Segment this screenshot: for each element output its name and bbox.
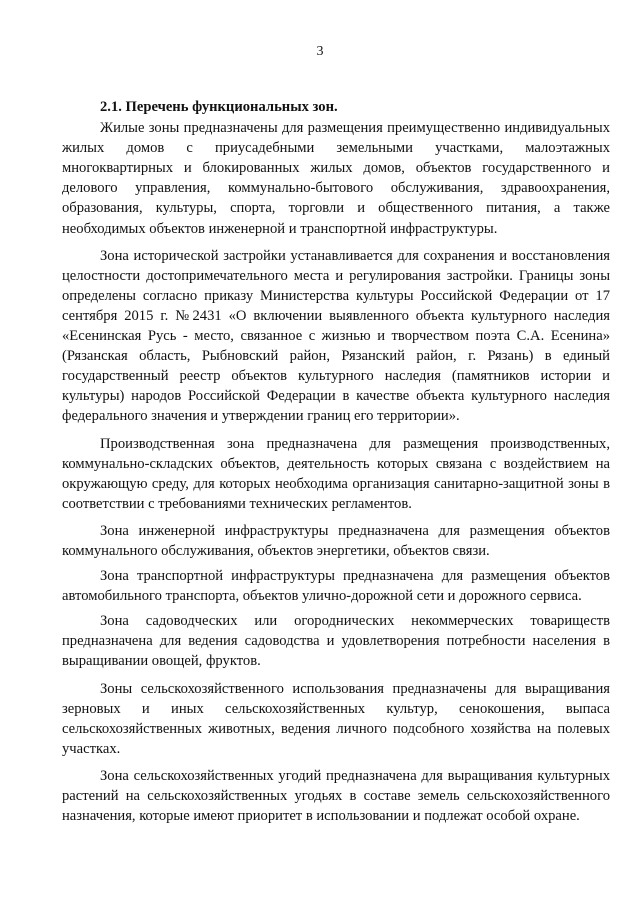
paragraph-gardening-zone: Зона садоводческих или огороднических некоммерческих товариществ предназначена для ведения садоводства и удовлетворения потребности населения в выращивании овощей, фруктов. <box>62 613 610 670</box>
section-heading: 2.1. Перечень функциональных зон. <box>100 99 338 115</box>
page-number: 3 <box>316 44 324 59</box>
paragraph-historic-zone: Зона исторической застройки устанавливается для сохранения и восстановления целостности достопримечательного места и регулирования застройки. Границы зоны определены согласно приказу Министерства культуры Российской Федерации от 17 сентября 2015 г. №2431 «О включении выявленного объекта культурного наследия «Есенинская Русь - место, связанное с жизнью и творчеством поэта С.А. Есенина» (Рязанская область, Рыбновский район, Рязанский район, г. Рязань) в единый государственный реестр объектов культурного наследия (памятников истории и культуры) народов Российской Федерации в качестве объекта культурного наследия федерального значения и утверждении границ его территории». <box>62 247 610 425</box>
paragraph-transport-zone: Зона транспортной инфраструктуры предназначена для размещения объектов автомобильного транспорта, объектов улично-дорожной сети и дорожного сервиса. <box>62 568 610 605</box>
paragraph-residential-zones: Жилые зоны предназначены для размещения преимущественно индивидуальных жилых домов с приусадебными земельными участками, малоэтажных многоквартирных и блокированных жилых домов, объектов государственного и делового управления, коммунально-бытового обслуживания, здравоохранения, образования, культуры, спорта, торговли и общественного питания, а также необходимых объектов инженерной и транспортной инфраструктуры. <box>62 120 610 237</box>
paragraph-engineering-zone: Зона инженерной инфраструктуры предназначена для размещения объектов коммунального обслуживания, объектов энергетики, объектов связи. <box>62 522 610 559</box>
paragraph-industrial-zone: Производственная зона предназначена для размещения производственных, коммунально-складских объектов, деятельность которых связана с воздействием на окружающую среду, для которых необходима организация санитарно-защитной зоны в соответствии с требованиями технических регламентов. <box>62 435 610 512</box>
paragraph-agricultural-land-zone: Зона сельскохозяйственных угодий предназначена для выращивания культурных растений на сельскохозяйственных угодьях в составе земель сельскохозяйственного назначения, которые имеют приоритет в использовании и подлежат особой охране. <box>62 767 610 825</box>
document-body <box>62 97 610 833</box>
paragraph-agricultural-use-zone: Зоны сельскохозяйственного использования предназначены для выращивания зерновых и иных сельскохозяйственных культур, сенокошения, выпаса сельскохозяйственных животных, ведения личного подсобного хозяйства на полевых участках. <box>62 680 610 757</box>
